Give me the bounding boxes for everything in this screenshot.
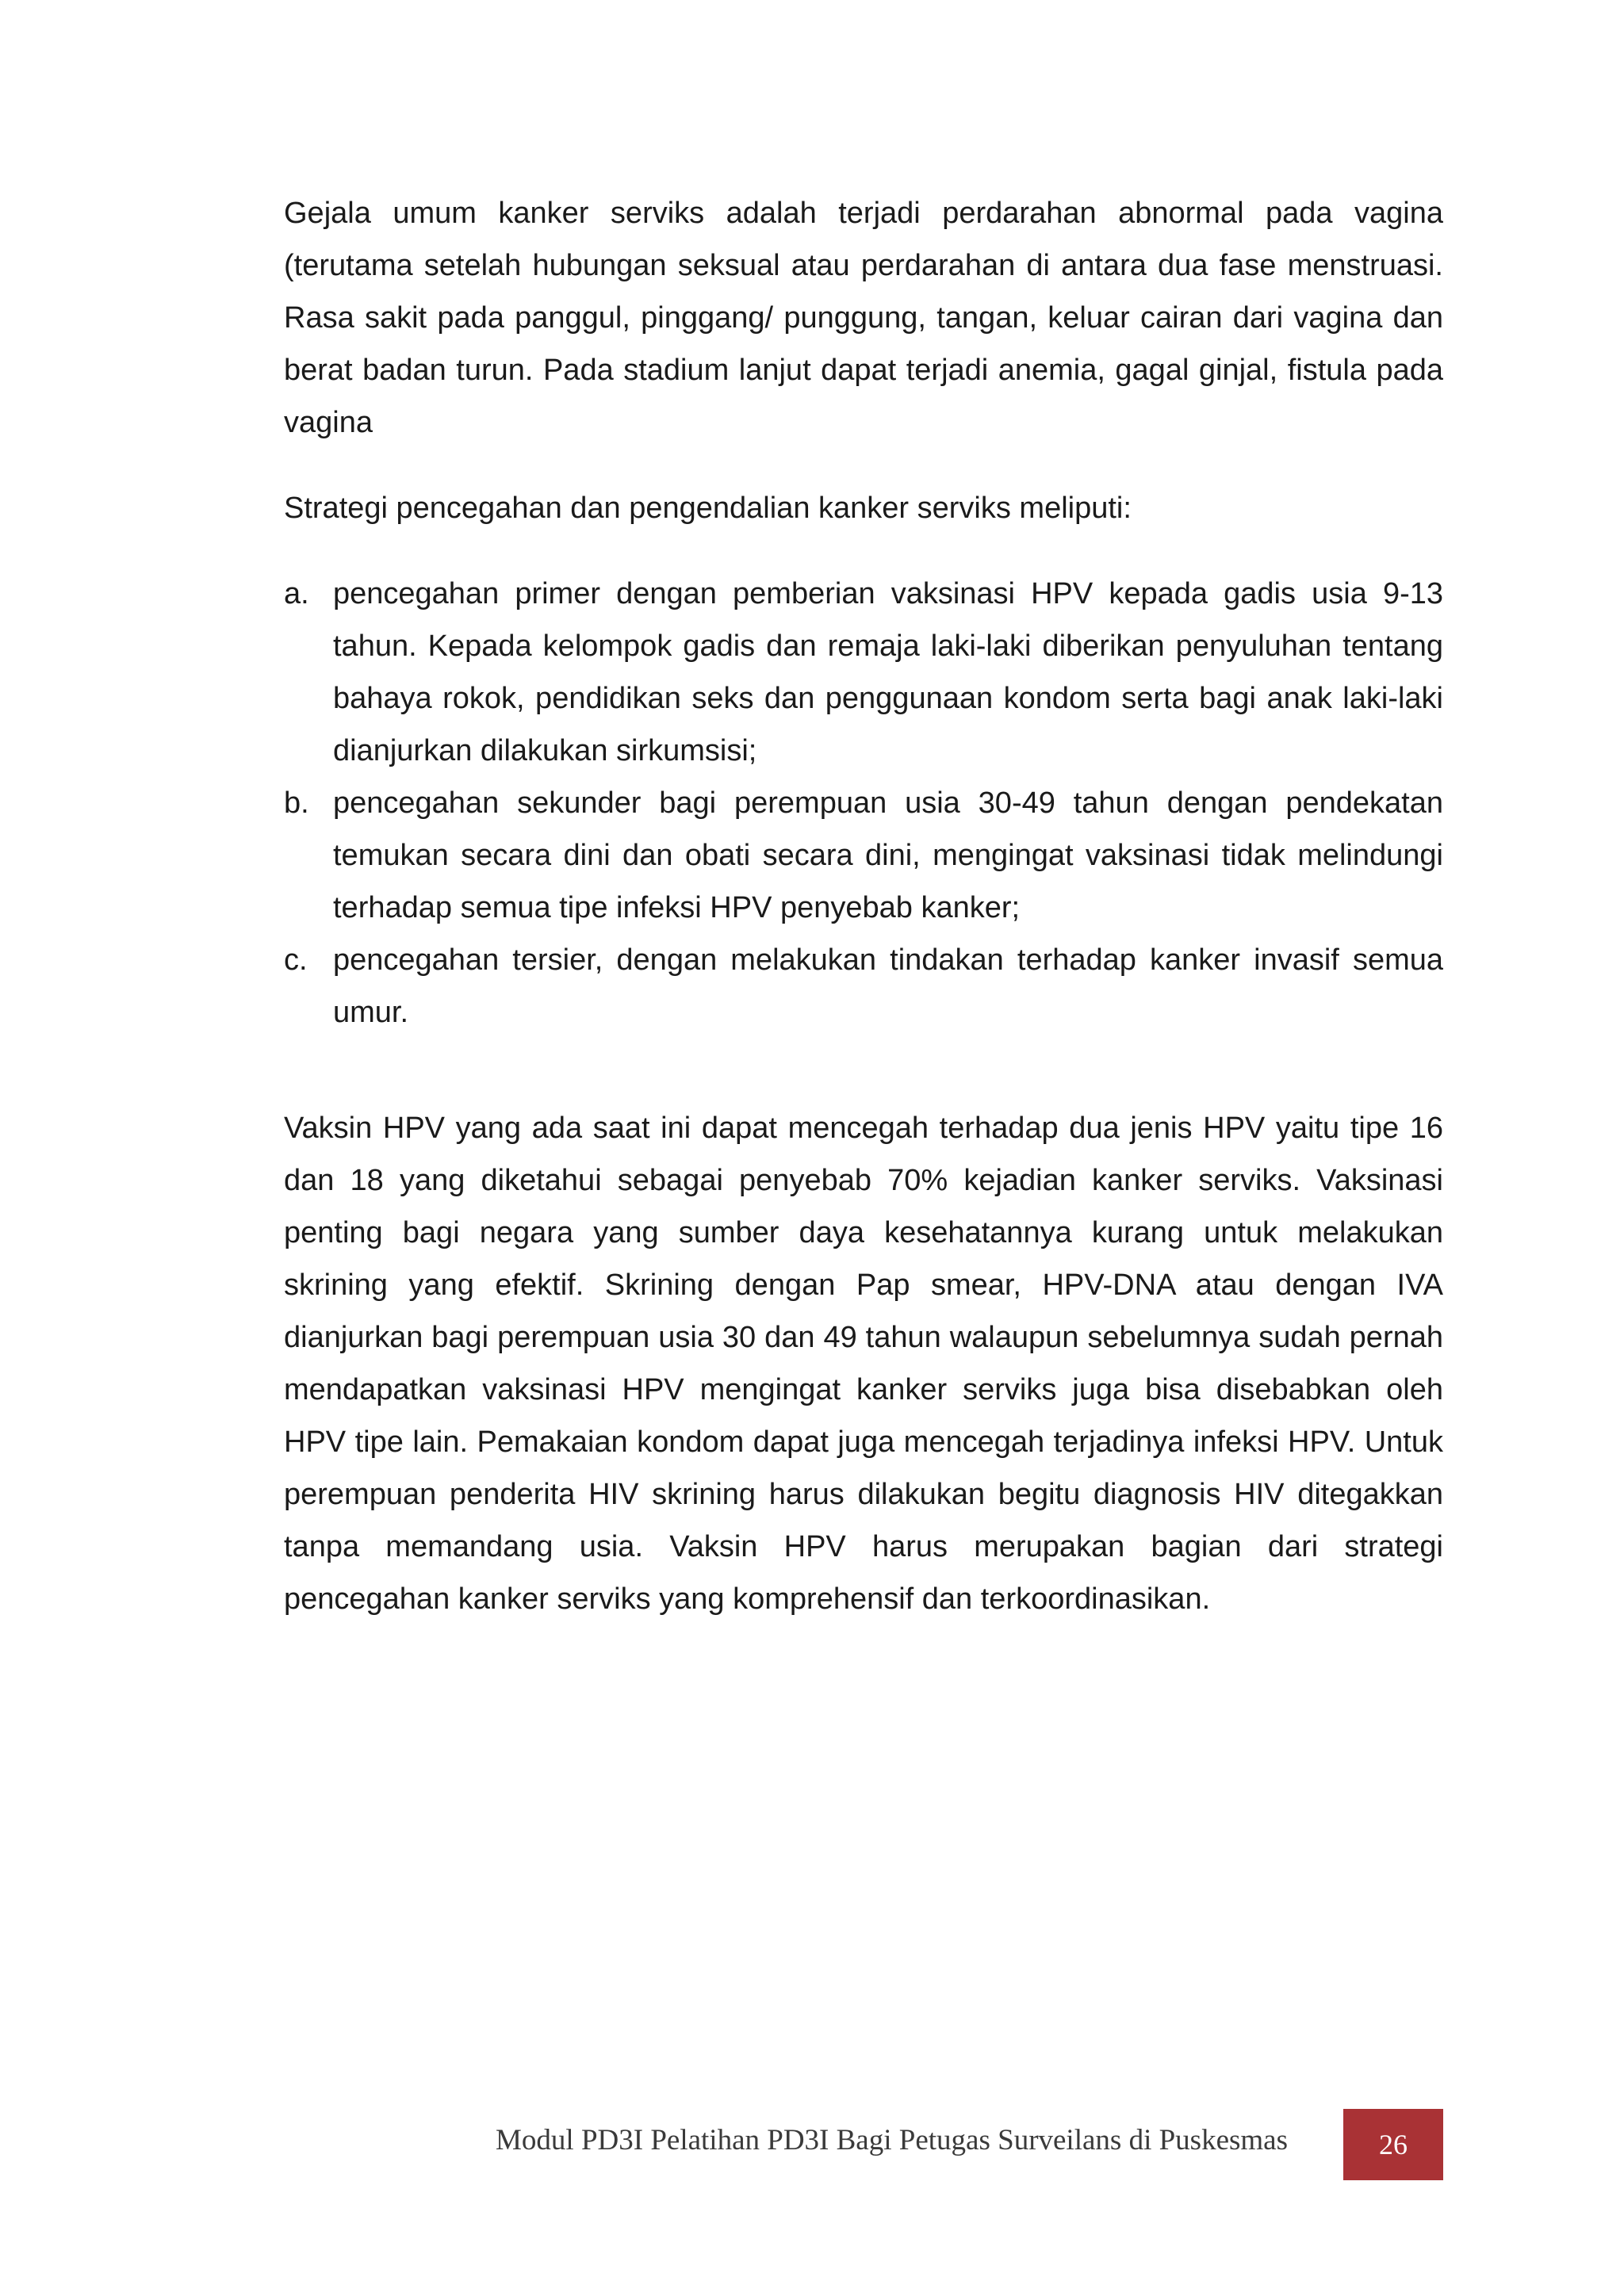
list-marker: b. <box>284 786 309 820</box>
list-item <box>284 777 1443 934</box>
list-item-text: pencegahan primer dengan pemberian vaksinasi HPV kepada gadis usia 9-13 tahun. Kepada kelompok gadis dan remaja laki-laki diberikan penyuluhan tentang bahaya rokok, pendidikan seks dan penggunaan kondom serta bagi anak laki-laki dianjurkan dilakukan sirkumsisi; <box>333 577 1443 767</box>
page-footer <box>0 2109 1624 2175</box>
document-body <box>284 187 1443 1625</box>
strategy-lead: Strategi pencegahan dan pengendalian kanker serviks meliputi: <box>284 492 1132 525</box>
list-marker: a. <box>284 577 309 610</box>
strategy-list <box>284 568 1443 1039</box>
list-item <box>284 568 1443 777</box>
symptoms-paragraph: Gejala umum kanker serviks adalah terjadi perdarahan abnormal pada vagina (terutama setelah hubungan seksual atau perdarahan di antara dua fase menstruasi. Rasa sakit pada panggul, pinggang/ punggung, tangan, keluar cairan dari vagina dan berat badan turun. Pada stadium lanjut dapat terjadi anemia, gagal ginjal, fistula pada vagina <box>284 197 1443 439</box>
list-marker: c. <box>284 943 308 977</box>
vaccine-paragraph: Vaksin HPV yang ada saat ini dapat mencegah terhadap dua jenis HPV yaitu tipe 16 dan 18 yang diketahui sebagai penyebab 70% kejadian kanker serviks. Vaksinasi penting bagi negara yang sumber daya kesehatannya kurang untuk melakukan skrining yang efektif. Skrining dengan Pap smear, HPV-DNA atau dengan IVA dianjurkan bagi perempuan usia 30 dan 49 tahun walaupun sebelumnya sudah pernah mendapatkan vaksinasi HPV mengingat kanker serviks juga bisa disebabkan oleh HPV tipe lain. Pemakaian kondom dapat juga mencegah terjadinya infeksi HPV. Untuk perempuan penderita HIV skrining harus dilakukan begitu diagnosis HIV ditegakkan tanpa memandang usia. Vaksin HPV harus merupakan bagian dari strategi pencegahan kanker serviks yang komprehensif dan terkoordinasikan. <box>284 1112 1443 1616</box>
list-item-text: pencegahan tersier, dengan melakukan tindakan terhadap kanker invasif semua umur. <box>333 943 1443 1029</box>
page-number-badge <box>1343 2109 1443 2180</box>
page-number: 26 <box>1379 2129 1408 2160</box>
list-item-text: pencegahan sekunder bagi perempuan usia 30-49 tahun dengan pendekatan temukan secara dini dan obati secara dini, mengingat vaksinasi tidak melindungi terhadap semua tipe infeksi HPV penyebab kanker; <box>333 786 1443 924</box>
list-item <box>284 934 1443 1039</box>
module-title: Modul PD3I Pelatihan PD3I Bagi Petugas Surveilans di Puskesmas <box>496 2124 1288 2156</box>
